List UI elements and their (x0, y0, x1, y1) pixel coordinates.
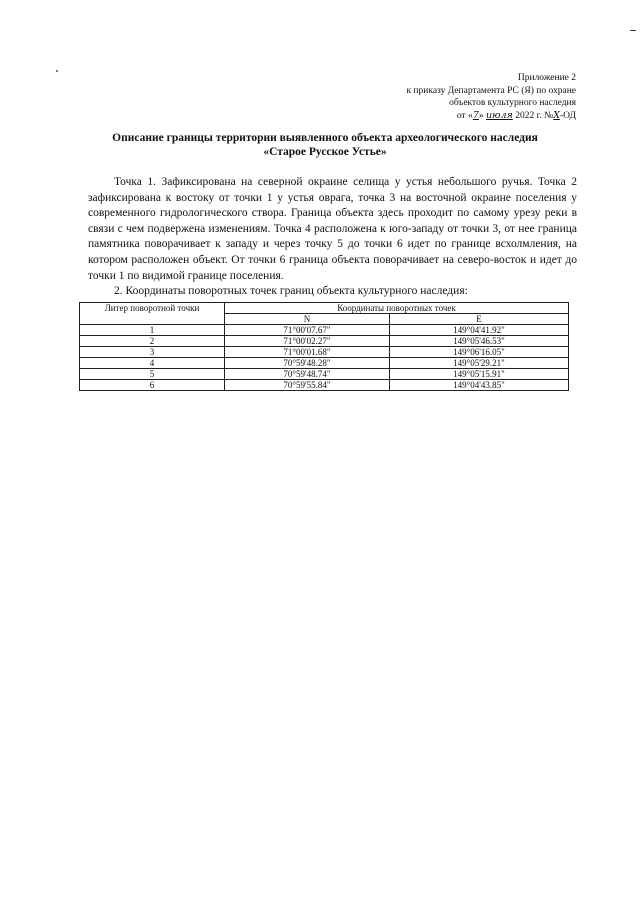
date-mid: » (478, 110, 486, 121)
point-id: 6 (80, 380, 225, 391)
table-row (80, 380, 569, 391)
date-day: 7 (472, 109, 479, 121)
table-row (80, 347, 569, 358)
coord-n: 70°59'55.84" (225, 380, 390, 391)
point-id: 3 (80, 347, 225, 358)
table-row (80, 325, 569, 336)
scan-mark (630, 30, 636, 31)
coord-n: 70°59'48.28" (225, 358, 390, 369)
scan-speck (56, 70, 58, 72)
point-id: 1 (80, 325, 225, 336)
header-e: E (389, 314, 568, 325)
title-line-1: Описание границы территории выявленного объекта археологического наследия (112, 132, 538, 144)
body-text (88, 175, 577, 300)
table-row (80, 369, 569, 380)
table-header-row (80, 303, 569, 314)
coord-n: 71°00'02.27" (225, 336, 390, 347)
point-id: 5 (80, 369, 225, 380)
header-n: N (225, 314, 390, 325)
coord-e: 149°05'29.21" (389, 358, 568, 369)
paragraph-coordinates-intro: 2. Координаты поворотных точек границ объекта культурного наследия: (114, 285, 468, 298)
appendix-line-1: Приложение 2 (517, 73, 576, 83)
coord-e: 149°04'43.85" (389, 380, 568, 391)
coord-e: 149°04'41.92" (389, 325, 568, 336)
table-row (80, 358, 569, 369)
title-line-2: «Старое Русское Устье» (263, 146, 387, 158)
header-liter: Литер поворотной точки (80, 303, 225, 325)
order-number: Х (553, 109, 560, 121)
date-prefix: от « (456, 110, 473, 121)
date-year: 2022 г. № (512, 110, 554, 121)
appendix-line-3: объектов культурного наследия (449, 98, 576, 108)
table-row (80, 336, 569, 347)
coord-e: 149°05'46.53" (389, 336, 568, 347)
coordinates-table (79, 302, 569, 391)
order-suffix: -ОД (559, 110, 576, 121)
coord-n: 71°00'01.68" (225, 347, 390, 358)
coord-n: 70°59'48.74" (225, 369, 390, 380)
appendix-header (316, 72, 576, 122)
appendix-date-line (316, 110, 576, 123)
coord-e: 149°06'16.05" (389, 347, 568, 358)
paragraph-boundary-description: Точка 1. Зафиксирована на северной окраине селища у устья небольшого ручья. Точка 2 зафиксирована к востоку от точки 1 у устья оврага, точка 3 на восточной окраине поселения у современного гидрологического створа. Граница объекта здесь проходит по самому урезу реки в связи с чем подвержена изменениям. Точка 4 расположена к юго-западу от точки 3, от нее граница памятника поворачивает к западу и через точку 5 до точки 6 идет по границе всхолмления, на котором расположен объект. От точки 6 граница объекта поворачивает на северо-восток и идет до точки 1 по видимой границе поселения. (88, 176, 577, 282)
point-id: 2 (80, 336, 225, 347)
coord-n: 71°00'07.67" (225, 325, 390, 336)
coord-e: 149°05'15.91" (389, 369, 568, 380)
appendix-line-2: к приказу Департамента РС (Я) по охране (406, 85, 576, 96)
point-id: 4 (80, 358, 225, 369)
date-month: июля (485, 109, 513, 121)
header-coordinates: Координаты поворотных точек (225, 303, 569, 314)
document-title (80, 131, 570, 159)
